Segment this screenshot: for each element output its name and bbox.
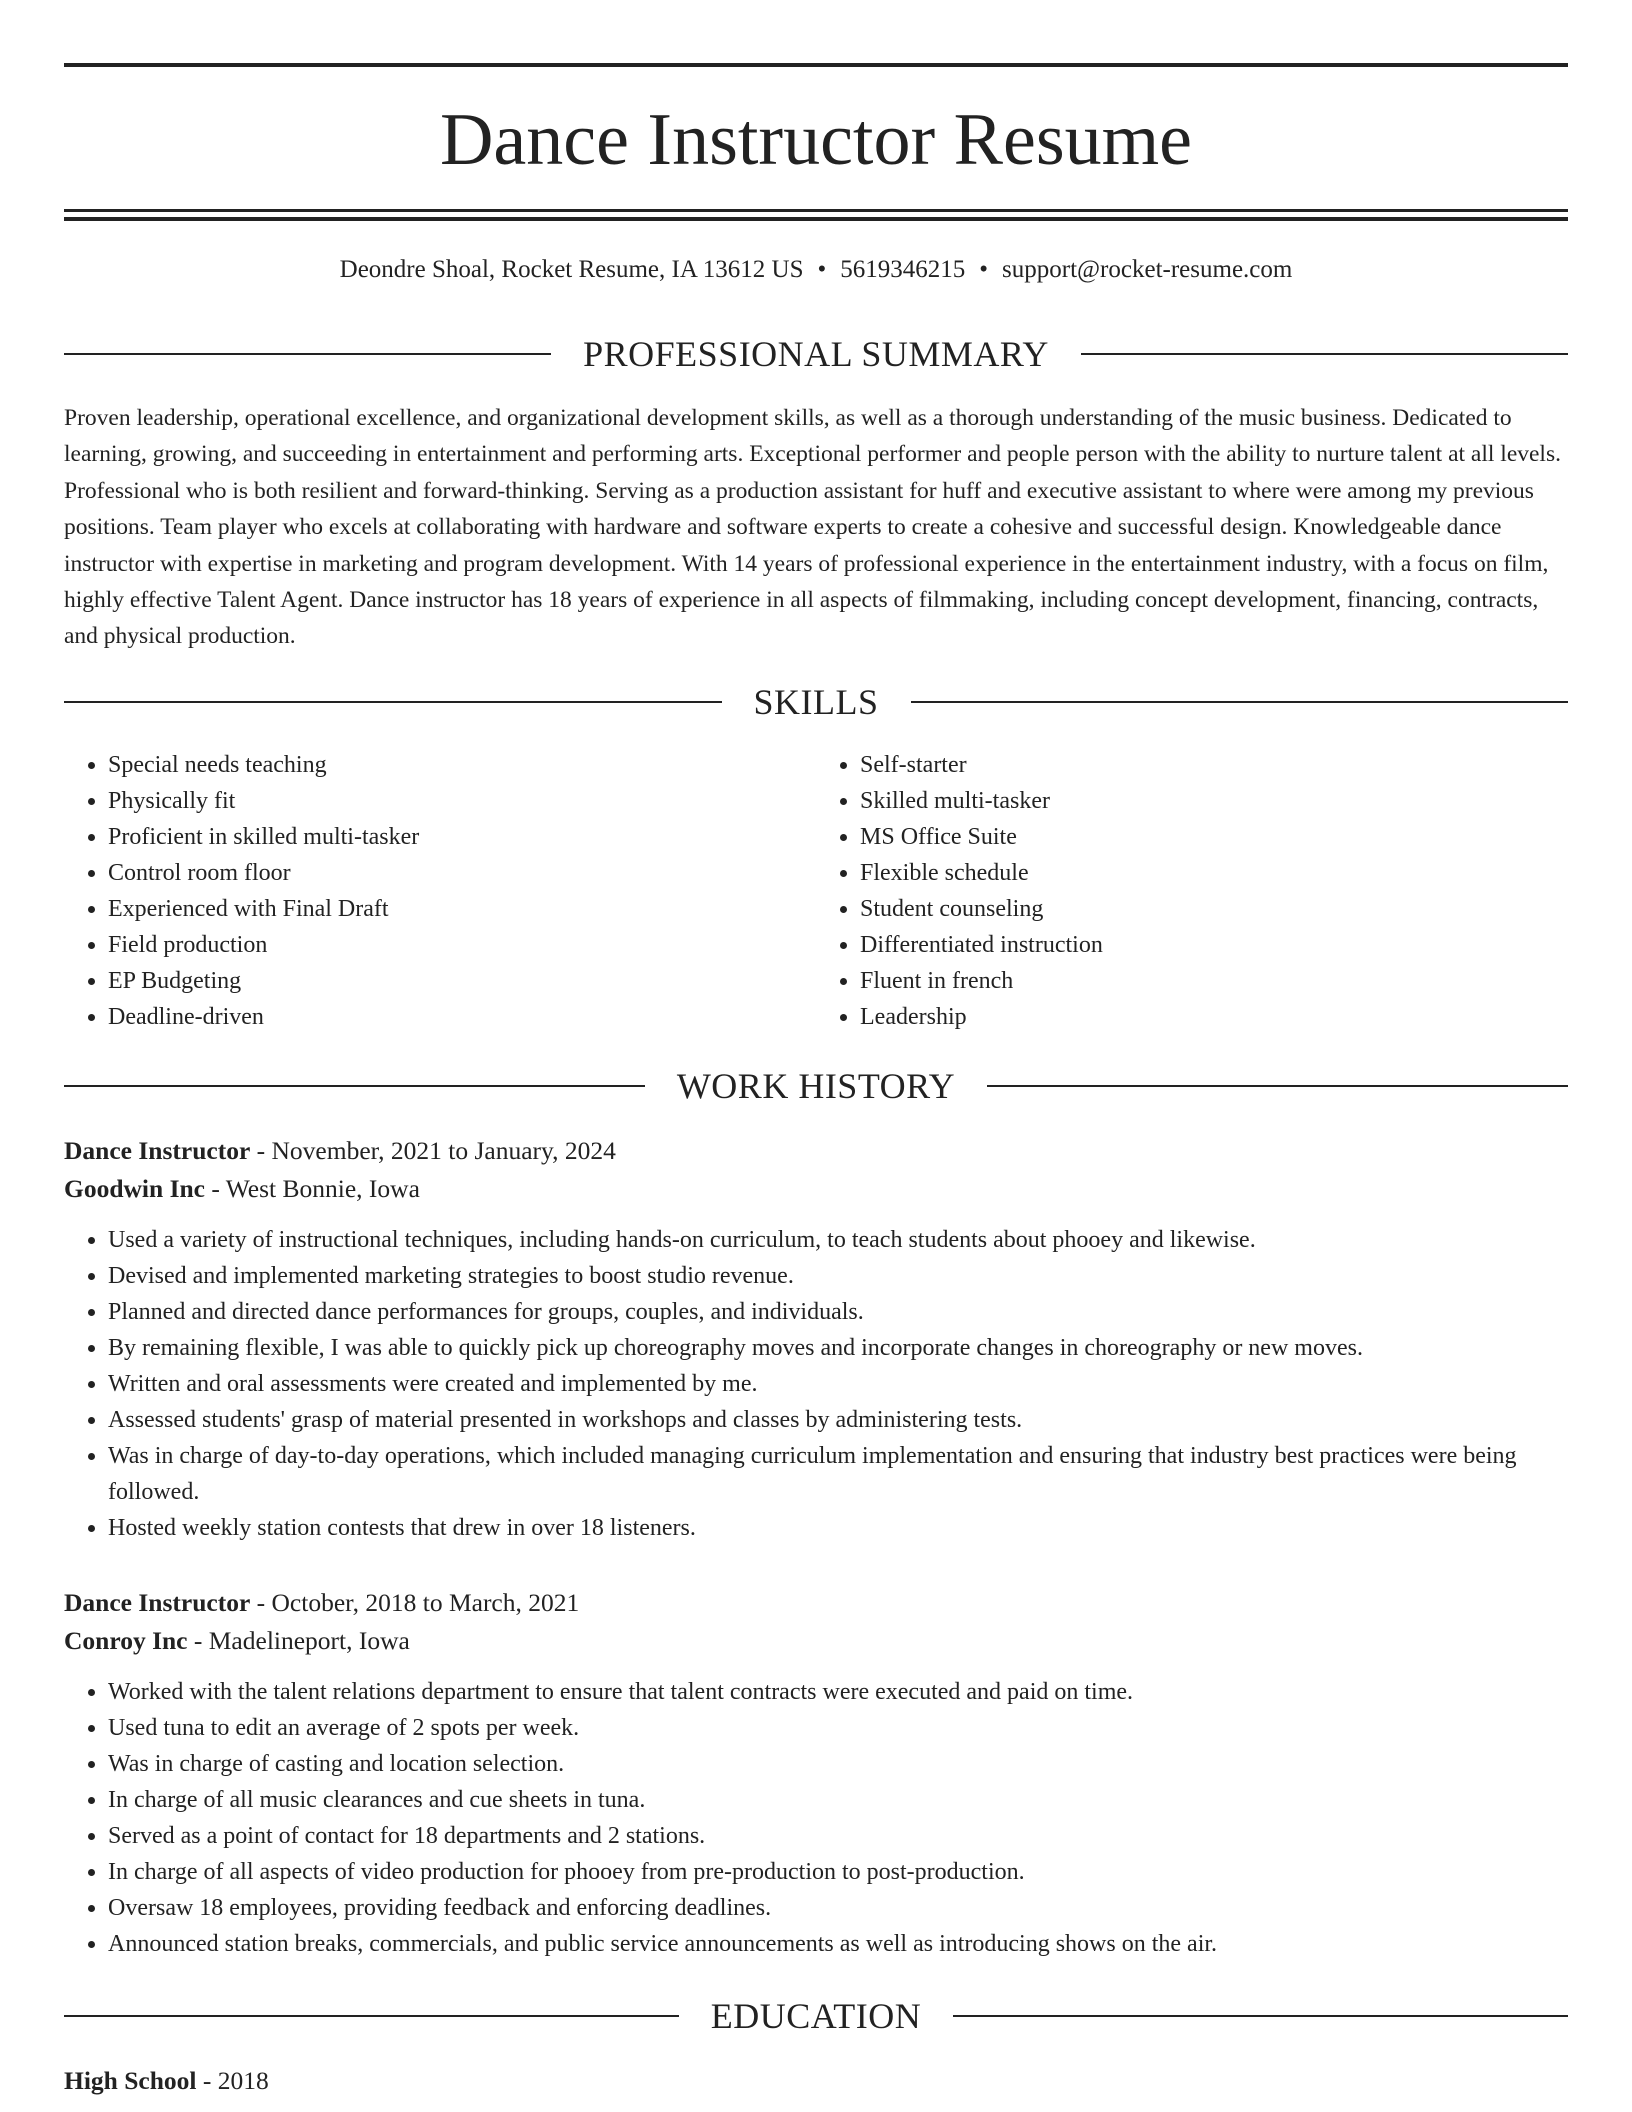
heading-rule	[911, 701, 1569, 703]
job-bullets	[64, 1222, 1568, 1546]
education-year: - 2018	[196, 2066, 269, 2095]
job-bullet: • In charge of all aspects of video production for phooey from pre-production to post-production.	[108, 1854, 1568, 1890]
section-title: WORK HISTORY	[676, 1066, 956, 1106]
contact-separator: •	[979, 256, 989, 283]
job-company-line	[64, 1170, 1568, 1208]
job-company-line	[64, 1622, 1568, 1660]
contact-address: Deondre Shoal, Rocket Resume, IA 13612 US	[339, 256, 804, 283]
title-block	[64, 63, 1568, 221]
summary-text: Proven leadership, operational excellence, and organizational development skills, as well as a thorough understanding of the music business. Dedicated to learning, growing, and succeeding in entertainment and performing arts. Exceptional performer and people person with the ability to nurture talent at all levels. Professional who is both resilient and forward-thinking. Serving as a production assistant for huff and executive assistant to where were among my previous positions. Team player who excels at collaborating with hardware and software experts to create a cohesive and successful design. Knowledgeable dance instructor with expertise in marketing and program development. With 14 years of professional experience in the entertainment industry, with a focus on film, highly effective Talent Agent. Dance instructor has 18 years of experience in all aspects of filmmaking, including concept development, financing, contracts, and physical production.	[64, 405, 1561, 650]
skill-item: • EP Budgeting	[108, 963, 816, 999]
job-bullet: • Devised and implemented marketing strategies to boost studio revenue.	[108, 1258, 1568, 1294]
skill-item: • Experienced with Final Draft	[108, 891, 816, 927]
skill-item: • Student counseling	[860, 891, 1568, 927]
contact-line	[64, 256, 1568, 284]
heading-rule	[953, 2015, 1568, 2017]
job-bullet: • By remaining flexible, I was able to quickly pick up choreography moves and incorporate changes in choreography or new moves.	[108, 1330, 1568, 1366]
contact-email: support@rocket-resume.com	[1002, 256, 1293, 283]
job-bullet: • Was in charge of day-to-day operations, which included managing curriculum implementation and ensuring that industry best practices were being followed.	[108, 1438, 1568, 1510]
section-title: PROFESSIONAL SUMMARY	[583, 334, 1049, 374]
skill-item: • Physically fit	[108, 783, 816, 819]
job-dates: - November, 2021 to January, 2024	[250, 1136, 616, 1165]
section-heading-summary	[64, 333, 1568, 375]
job-bullet: • Served as a point of contact for 18 departments and 2 stations.	[108, 1818, 1568, 1854]
skill-item: • Skilled multi-tasker	[860, 783, 1568, 819]
job-bullets	[64, 1674, 1568, 1962]
job-entry	[64, 1132, 1568, 1546]
title-rule-lower	[64, 217, 1568, 221]
job-company: Goodwin Inc	[64, 1174, 205, 1203]
education-degree: High School	[64, 2066, 197, 2095]
skill-item: • Differentiated instruction	[860, 927, 1568, 963]
skill-item: • Deadline-driven	[108, 999, 816, 1035]
job-bullet: • Was in charge of casting and location selection.	[108, 1746, 1568, 1782]
job-title: Dance Instructor	[64, 1136, 251, 1165]
skill-item: • Leadership	[860, 999, 1568, 1035]
top-rule	[64, 63, 1568, 67]
section-heading-work-history	[64, 1065, 1568, 1107]
job-bullet: • Announced station breaks, commercials, and public service announcements as well as introducing shows on the air.	[108, 1926, 1568, 1962]
job-bullet: • In charge of all music clearances and cue sheets in tuna.	[108, 1782, 1568, 1818]
skills-column-right	[816, 747, 1568, 1035]
job-title-line	[64, 1584, 1568, 1622]
job-bullet: • Assessed students' grasp of material presented in workshops and classes by administering tests.	[108, 1402, 1568, 1438]
heading-rule	[64, 2015, 679, 2017]
section-title: SKILLS	[753, 682, 879, 722]
section-heading-skills	[64, 681, 1568, 723]
heading-rule	[64, 701, 722, 703]
skill-item: • Special needs teaching	[108, 747, 816, 783]
skill-item: • Proficient in skilled multi-tasker	[108, 819, 816, 855]
heading-rule	[987, 1085, 1568, 1087]
job-bullet: • Oversaw 18 employees, providing feedback and enforcing deadlines.	[108, 1890, 1568, 1926]
job-title-line	[64, 1132, 1568, 1170]
skill-item: • Flexible schedule	[860, 855, 1568, 891]
job-title: Dance Instructor	[64, 1588, 251, 1617]
job-location: - West Bonnie, Iowa	[205, 1174, 420, 1203]
skill-item: • Fluent in french	[860, 963, 1568, 999]
skill-item: • Control room floor	[108, 855, 816, 891]
section-heading-education	[64, 1995, 1568, 2037]
heading-rule	[1081, 353, 1568, 355]
job-bullet: • Worked with the talent relations department to ensure that talent contracts were executed and paid on time.	[108, 1674, 1568, 1710]
education-entry	[64, 2062, 1568, 2100]
page-title: Dance Instructor Resume	[439, 99, 1193, 181]
skill-item: • MS Office Suite	[860, 819, 1568, 855]
skills-list	[64, 747, 1568, 1035]
skills-column-left	[64, 747, 816, 1035]
job-bullet: • Written and oral assessments were created and implemented by me.	[108, 1366, 1568, 1402]
job-bullet: • Planned and directed dance performances for groups, couples, and individuals.	[108, 1294, 1568, 1330]
section-title: EDUCATION	[710, 1996, 922, 2036]
heading-rule	[64, 1085, 645, 1087]
job-location: - Madelineport, Iowa	[187, 1626, 410, 1655]
education-line	[64, 2062, 1568, 2100]
title-rule-upper	[64, 209, 1568, 212]
job-company: Conroy Inc	[64, 1626, 188, 1655]
skill-item: • Field production	[108, 927, 816, 963]
job-bullet: • Used a variety of instructional techniques, including hands-on curriculum, to teach students about phooey and likewise.	[108, 1222, 1568, 1258]
contact-phone: 5619346215	[840, 256, 966, 283]
contact-separator: •	[817, 256, 827, 283]
job-bullet: • Used tuna to edit an average of 2 spots per week.	[108, 1710, 1568, 1746]
job-bullet: • Hosted weekly station contests that drew in over 18 listeners.	[108, 1510, 1568, 1546]
heading-rule	[64, 353, 551, 355]
job-dates: - October, 2018 to March, 2021	[250, 1588, 580, 1617]
job-entry	[64, 1584, 1568, 1962]
skill-item: • Self-starter	[860, 747, 1568, 783]
